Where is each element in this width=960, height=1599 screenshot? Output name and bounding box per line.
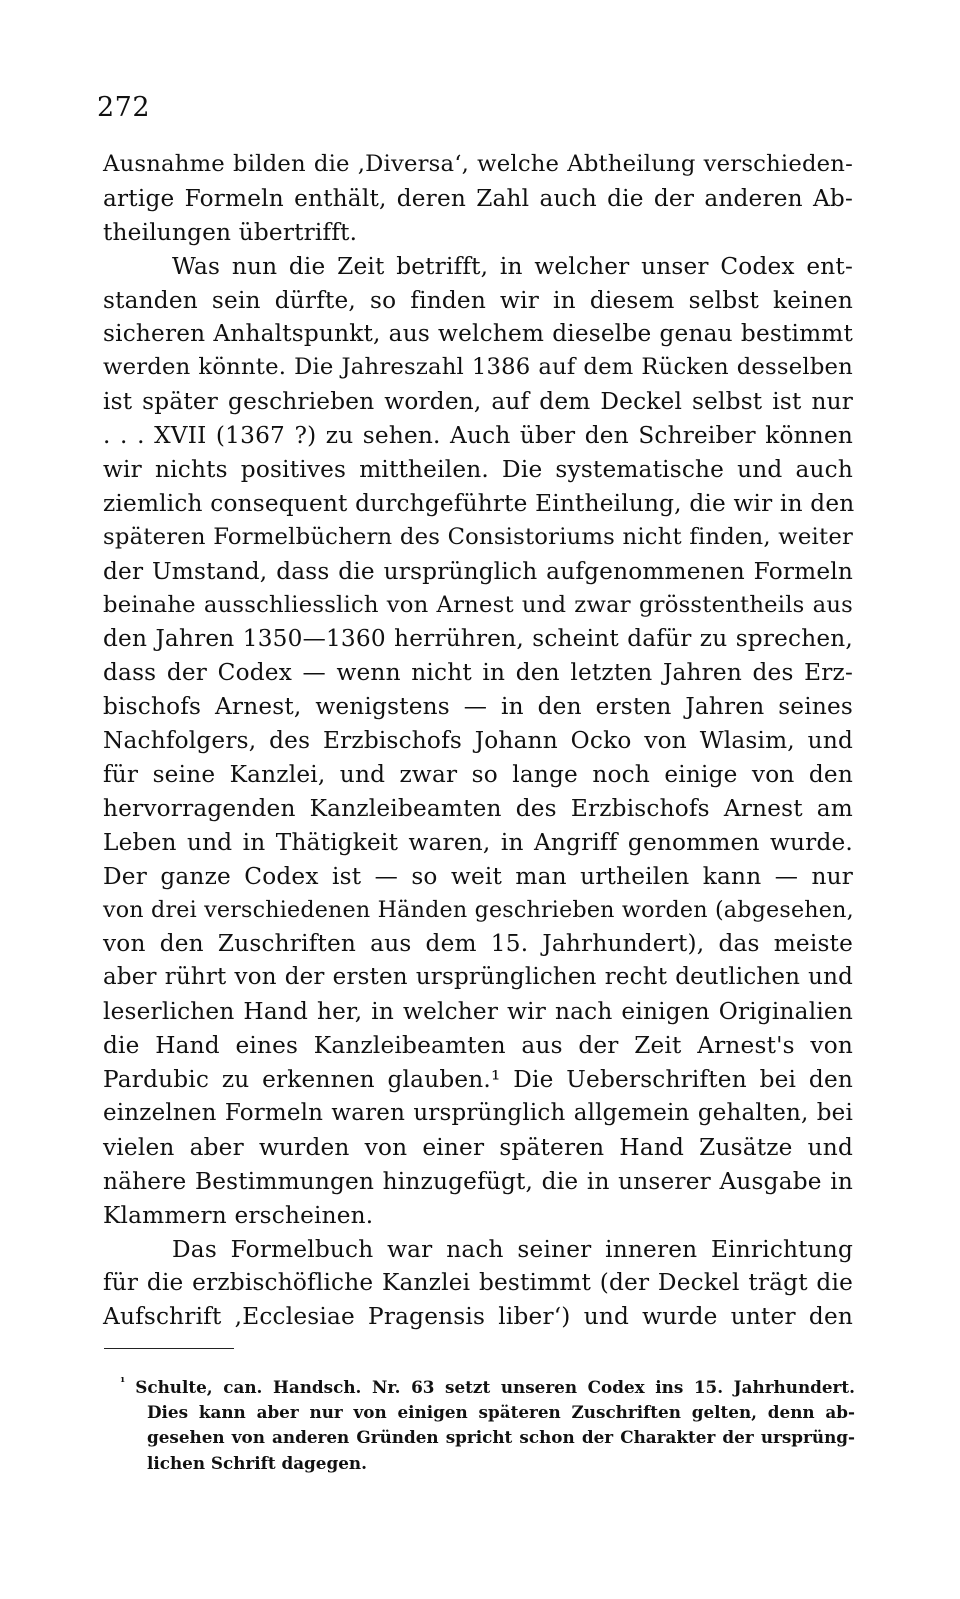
text-line: leserlichen Hand her, in welcher wir nach einigen Originalien [103,998,853,1026]
text-line: . . . XVII (1367 ?) zu sehen. Auch über den Schreiber können [103,422,853,450]
text-line: standen sein dürfte, so finden wir in diesem selbst keinen [103,286,853,314]
text-line: ist später geschrieben worden, auf dem Deckel selbst ist nur [103,388,853,416]
text-line: Klammern erscheinen. [103,1201,374,1229]
text-line: sicheren Anhaltspunkt, aus welchem dieselbe genau bestimmt [103,320,853,348]
footnote-line: Dies kann aber nur von einigen späteren Zuschriften gelten, denn ab- [147,1402,855,1423]
text-line: für seine Kanzlei, und zwar so lange noch einige von den [103,761,853,789]
text-line: die Hand eines Kanzleibeamten aus der Zeit Arnest's von [103,1032,853,1060]
text-line: Was nun die Zeit betrifft, in welcher unser Codex ent- [172,252,853,280]
body-text [103,148,853,1334]
text-line: späteren Formelbüchern des Consistoriums nicht finden, weiter [103,523,853,550]
footnote-mark: ¹ [120,1375,126,1390]
text-line: vielen aber wurden von einer späteren Hand Zusätze und [103,1133,853,1161]
text-line: Ausnahme bilden die ,Diversa‘, welche Abtheilung verschieden- [103,151,853,177]
text-line: Leben und in Thätigkeit waren, in Angriff genommen wurde. [103,828,853,856]
footnote-line: gesehen von anderen Gründen spricht schon der Charakter der ursprüng- [147,1427,855,1448]
page-number: 272 [97,92,151,123]
text-line: einzelnen Formeln waren ursprünglich allgemein gehalten, bei [103,1099,853,1126]
footnote-line-text: Schulte, can. Handsch. Nr. 63 setzt unseren Codex ins 15. Jahrhundert. [135,1377,855,1397]
text-line: von drei verschiedenen Händen geschrieben worden (abgesehen, [103,896,854,923]
text-line: beinahe ausschliesslich von Arnest und zwar grösstentheils aus [103,591,853,618]
footnote-line [120,1375,855,1400]
text-line: Pardubic zu erkennen glauben.¹ Die Ueberschriften bei den [103,1066,853,1094]
text-line: hervorragenden Kanzleibeamten des Erzbischofs Arnest am [103,794,853,822]
text-line: von den Zuschriften aus dem 15. Jahrhundert), das meiste [103,930,853,958]
text-line: dass der Codex — wenn nicht in den letzten Jahren des Erz- [103,659,853,687]
footnote [120,1375,855,1476]
text-line: der Umstand, dass die ursprünglich aufgenommenen Formeln [103,557,853,585]
text-line: nähere Bestimmungen hinzugefügt, die in unserer Ausgabe in [103,1167,853,1195]
text-line: den Jahren 1350—1360 herrühren, scheint dafür zu sprechen, [103,625,853,653]
text-line: bischofs Arnest, wenigstens — in den ersten Jahren seines [103,693,853,721]
text-line: wir nichts positives mittheilen. Die systematische und auch [103,456,853,484]
text-line: ziemlich consequent durchgeführte Eintheilung, die wir in den [103,489,855,517]
text-line: Das Formelbuch war nach seiner inneren Einrichtung [172,1235,853,1263]
text-line: werden könnte. Die Jahreszahl 1386 auf dem Rücken desselben [103,354,853,381]
text-line: artige Formeln enthält, deren Zahl auch die der anderen Ab- [103,184,853,212]
text-line: Aufschrift ,Ecclesiae Pragensis liber‘) und wurde unter den [103,1303,853,1331]
footnote-separator [104,1348,234,1349]
footnote-line: lichen Schrift dagegen. [147,1452,367,1473]
text-line: für die erzbischöfliche Kanzlei bestimmt (der Deckel trägt die [103,1269,853,1297]
text-line: Nachfolgers, des Erzbischofs Johann Ocko von Wlasim, und [103,727,853,755]
text-line: aber rührt von der ersten ursprünglichen recht deutlichen und [103,964,853,991]
text-line: theilungen übertrifft. [103,218,358,246]
text-line: Der ganze Codex ist — so weit man urtheilen kann — nur [103,862,853,890]
